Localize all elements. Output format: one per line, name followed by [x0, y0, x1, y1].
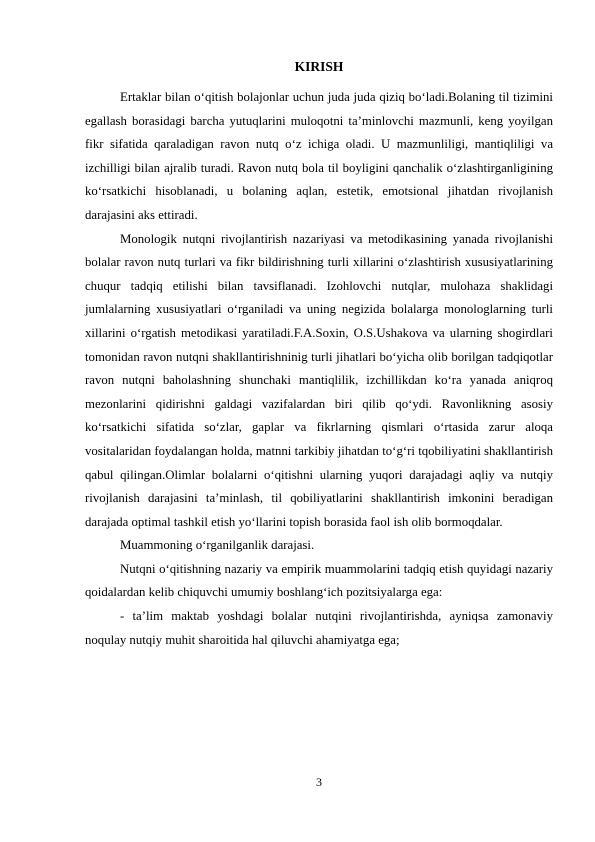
paragraph-intro: Ertaklar bilan o‘qitish bolajonlar uchun juda juda qiziq bo‘ladi.Bolaning til tizimini egallash borasidagi barcha yutuqlarini muloqotni ta’minlovchi mazmunli, keng yoyilgan fikr sifatida qaraladigan ravon nutq o‘z ichiga oladi. U mazmunliligi, mantiqliligi va izchilligi bilan ajralib turadi. Ravon nutq bola til boyligini qanchalik o‘zlashtirganligining ko‘rsatkichi hisoblanadi, u bolaning aqlan, estetik, emotsional jihatdan rivojlanish darajasini aks ettiradi. [85, 90, 553, 222]
paragraph-monologic-speech: Monologik nutqni rivojlantirish nazariyasi va metodikasining yanada rivojlanishi bolalar ravon nutq turlari va fikr bildirishning turli xillarini o‘zlashtirish xususiyatlarining chuqur tadqiq etilishi bilan tavsiflanadi. Izohlovchi nutqlar, mulohaza shaklidagi jumlalarning xususiyatlari o‘rganiladi va uning negizida bolalarga monologlarning turli xillarini o‘rgatish metodikasi yaratiladi.F.A.Soxin, O.S.Ushakova va ularning shogirdlari tomonidan ravon nutqni shakllantirishninig turli jihatlari bo‘yicha olib borilgan tadqiqotlar ravon nutqni baholashning shunchaki mantiqlilik, izchillikdan ko‘ra yanada aniqroq mezonlarini qidirishni galdagi vazifalardan biri qilib qo‘ydi. Ravonlikning asosiy ko‘rsatkichi sifatida so‘zlar, gaplar va fikrlarning qismlari o‘rtasida zarur aloqa vositalaridan foydalangan holda, matnni tarkibiy jihatdan to‘g‘ri tqobiliyatini shakllantirish qabul qilingan.Olimlar bolalarni o‘qitishni ularning yuqori darajadagi aqliy va nutqiy rivojlanish darajasini ta’minlash, til qobiliyatlarini shakllantirish imkonini beradigan darajada optimal tashkil etish yo‘llarini topish borasida faol ish olib bormoqdalar. [85, 231, 553, 529]
paragraph-list-item: - ta’lim maktab yoshdagi bolalar nutqini rivojlantirishda, ayniqsa zamonaviy noqulay nutqiy muhit sharoitida hal qiluvchi ahamiyatga ega; [85, 609, 553, 647]
page-number: 3 [316, 775, 322, 789]
paragraph-theoretical-basis: Nutqni o‘qitishning nazariy va empirik muammolarini tadqiq etish quyidagi nazariy qoidalardan kelib chiquvchi umumiy boshlang‘ich pozitsiyalarga ega: [85, 561, 553, 600]
body-text [85, 86, 553, 652]
page-title: KIRISH [294, 59, 344, 74]
paragraph-section-heading: Muammoning o‘rganilganlik darajasi. [120, 538, 315, 553]
